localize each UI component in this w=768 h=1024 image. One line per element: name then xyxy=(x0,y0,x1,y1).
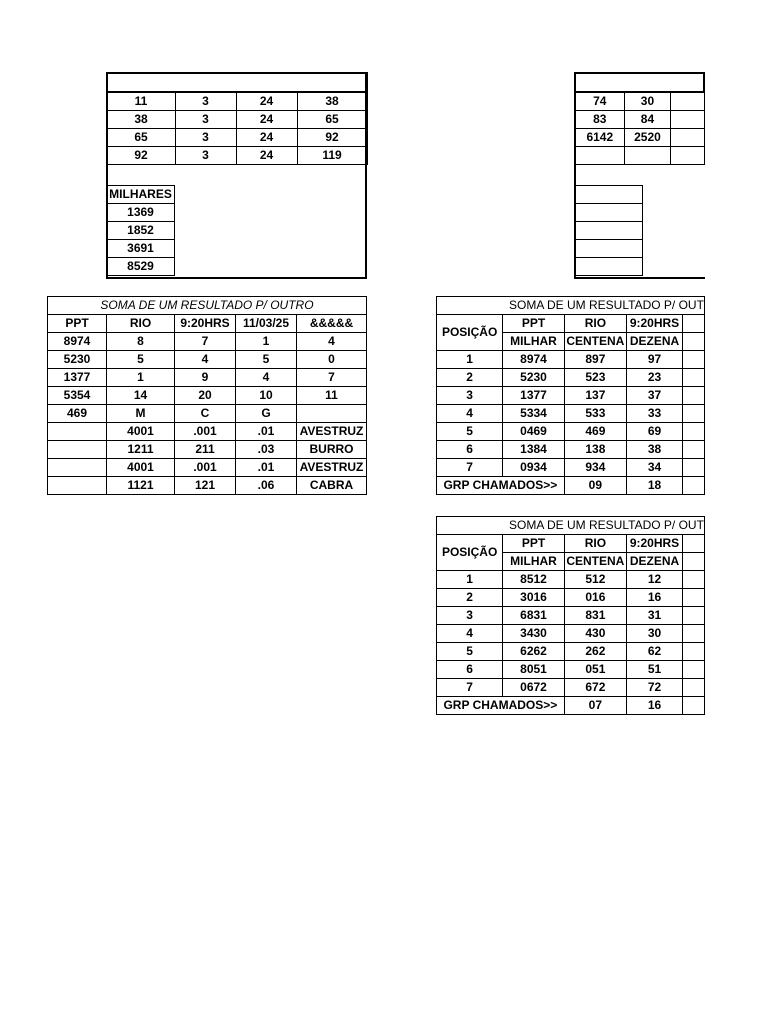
table-row xyxy=(437,571,705,589)
soma-left-title: SOMA DE UM RESULTADO P/ OUTRO xyxy=(48,297,367,315)
cell: 533 xyxy=(564,405,626,423)
empty-cell xyxy=(683,607,705,625)
cell: .01 xyxy=(236,423,297,441)
cell: 97 xyxy=(626,351,682,369)
cell: 4 xyxy=(175,351,236,369)
cell: BURRO xyxy=(297,441,367,459)
footer-value: 07 xyxy=(564,697,626,715)
column-header: 9:20HRS xyxy=(626,315,682,333)
column-header: CENTENA xyxy=(564,553,626,571)
cell: 5354 xyxy=(48,387,107,405)
cell: 30 xyxy=(625,92,671,111)
cell: 1 xyxy=(107,369,175,387)
table-row xyxy=(575,129,704,147)
cell: 1 xyxy=(236,333,297,351)
cell: 20 xyxy=(175,387,236,405)
table-row xyxy=(48,351,367,369)
cell: 6142 xyxy=(575,129,625,147)
cell: 0672 xyxy=(503,679,564,697)
cell xyxy=(297,405,367,423)
empty-cell xyxy=(683,589,705,607)
cell: 523 xyxy=(564,369,626,387)
milhar-cell: 3691 xyxy=(107,240,175,258)
cell: 3 xyxy=(175,147,236,165)
top-right-clip xyxy=(574,72,705,280)
cell: C xyxy=(175,405,236,423)
column-header: DEZENA xyxy=(626,553,682,571)
cell: 831 xyxy=(564,607,626,625)
table-row xyxy=(437,351,705,369)
cell: 8051 xyxy=(503,661,564,679)
column-header: MILHAR xyxy=(503,553,564,571)
table-row xyxy=(48,477,367,495)
footer-value: 18 xyxy=(626,477,682,495)
soma-right-1-table xyxy=(436,296,705,495)
top-right-empty-list xyxy=(574,185,643,276)
cell: 469 xyxy=(564,423,626,441)
table-row xyxy=(107,147,367,165)
table-row xyxy=(437,607,705,625)
cell: 65 xyxy=(107,129,175,147)
cell: 72 xyxy=(626,679,682,697)
cell: 6 xyxy=(437,441,503,459)
table-row xyxy=(48,441,367,459)
footer-row xyxy=(437,697,705,715)
cell: 37 xyxy=(626,387,682,405)
cell: G xyxy=(236,405,297,423)
cell: 30 xyxy=(626,625,682,643)
table-row xyxy=(437,423,705,441)
cell: 38 xyxy=(107,111,175,129)
footer-value: 09 xyxy=(564,477,626,495)
column-header: DEZENA xyxy=(626,333,682,351)
empty-cell xyxy=(683,351,705,369)
column-header: CENTENA xyxy=(564,333,626,351)
milhar-cell: 8529 xyxy=(107,258,175,276)
posicao-header: POSIÇÃO xyxy=(437,535,503,571)
cell: 0469 xyxy=(503,423,564,441)
column-header: 9:20HRS xyxy=(175,315,236,333)
posicao-header: POSIÇÃO xyxy=(437,315,503,351)
cell: 4 xyxy=(437,625,503,643)
cell: 3016 xyxy=(503,589,564,607)
cell: 430 xyxy=(564,625,626,643)
milhar-cell: 1369 xyxy=(107,204,175,222)
column-header: RIO xyxy=(564,315,626,333)
milhares-table xyxy=(106,185,175,276)
cell: 1121 xyxy=(107,477,175,495)
soma-right-1-title: SOMA DE UM RESULTADO P/ OUT xyxy=(437,297,705,315)
cell: 5 xyxy=(107,351,175,369)
cell: 1377 xyxy=(48,369,107,387)
cell: 1 xyxy=(437,351,503,369)
cell: 62 xyxy=(626,643,682,661)
grp-chamados-label: GRP CHAMADOS>> xyxy=(437,477,565,495)
table-row xyxy=(437,661,705,679)
table-row xyxy=(107,111,367,129)
empty-cell xyxy=(683,679,705,697)
table-row xyxy=(575,111,704,129)
cell: 5230 xyxy=(48,351,107,369)
grp-chamados-label: GRP CHAMADOS>> xyxy=(437,697,565,715)
cell: 9 xyxy=(175,369,236,387)
milhares-list xyxy=(106,185,175,276)
cell: 8 xyxy=(107,333,175,351)
cell: 897 xyxy=(564,351,626,369)
table-row xyxy=(48,459,367,477)
header-row xyxy=(437,535,705,553)
empty-cell xyxy=(683,643,705,661)
cell: 1377 xyxy=(503,387,564,405)
cell: 92 xyxy=(297,129,367,147)
cell: 8974 xyxy=(503,351,564,369)
cell: 5 xyxy=(437,423,503,441)
cell: 6831 xyxy=(503,607,564,625)
top-right-table xyxy=(574,72,705,165)
soma-left xyxy=(47,296,367,495)
cell: 1211 xyxy=(107,441,175,459)
cell: 84 xyxy=(625,111,671,129)
column-header: 11/03/25 xyxy=(236,315,297,333)
cell: 34 xyxy=(626,459,682,477)
empty-cell xyxy=(683,571,705,589)
header-row xyxy=(437,315,705,333)
cell: 1 xyxy=(437,571,503,589)
empty-cell xyxy=(683,661,705,679)
column-header: PPT xyxy=(48,315,107,333)
cell: 11 xyxy=(297,387,367,405)
cell: 12 xyxy=(626,571,682,589)
cell: 31 xyxy=(626,607,682,625)
column-header: 9:20HRS xyxy=(626,535,682,553)
cell: 69 xyxy=(626,423,682,441)
cell: 7 xyxy=(437,679,503,697)
cell: 016 xyxy=(564,589,626,607)
table-row xyxy=(48,405,367,423)
cell: 119 xyxy=(297,147,367,165)
cell: 33 xyxy=(626,405,682,423)
cell: CABRA xyxy=(297,477,367,495)
cell: 0 xyxy=(297,351,367,369)
empty-cell xyxy=(683,459,705,477)
table-row xyxy=(437,643,705,661)
footer-value: 16 xyxy=(626,697,682,715)
soma-right-2-title: SOMA DE UM RESULTADO P/ OUT xyxy=(437,517,705,535)
column-header: PPT xyxy=(503,535,564,553)
cell: 23 xyxy=(626,369,682,387)
table-row xyxy=(48,423,367,441)
soma-left-table xyxy=(47,296,367,495)
cell: 5 xyxy=(236,351,297,369)
cell: AVESTRUZ xyxy=(297,459,367,477)
cell: .001 xyxy=(175,423,236,441)
table-row xyxy=(437,625,705,643)
empty-cell xyxy=(683,423,705,441)
cell: 4001 xyxy=(107,459,175,477)
milhares-label: MILHARES xyxy=(107,186,175,204)
blank-header-row xyxy=(107,73,367,92)
cell: 4001 xyxy=(107,423,175,441)
table-row xyxy=(48,369,367,387)
cell: .001 xyxy=(175,459,236,477)
empty-cell xyxy=(683,441,705,459)
cell: 3 xyxy=(175,111,236,129)
cell: 74 xyxy=(575,92,625,111)
cell: .06 xyxy=(236,477,297,495)
cell: 51 xyxy=(626,661,682,679)
column-header: MILHAR xyxy=(503,333,564,351)
cell: 2 xyxy=(437,589,503,607)
empty-cell xyxy=(683,405,705,423)
cell xyxy=(48,477,107,495)
cell: 469 xyxy=(48,405,107,423)
cell: M xyxy=(107,405,175,423)
soma-right-2 xyxy=(436,516,705,720)
cell xyxy=(48,459,107,477)
cell: 24 xyxy=(236,111,297,129)
column-header: &&&&& xyxy=(297,315,367,333)
top-left-table xyxy=(106,72,368,165)
table-row xyxy=(437,387,705,405)
column-header: RIO xyxy=(107,315,175,333)
cell: .01 xyxy=(236,459,297,477)
header-row xyxy=(48,315,367,333)
table-row xyxy=(437,679,705,697)
cell: 262 xyxy=(564,643,626,661)
empty-cell xyxy=(683,369,705,387)
cell: 3430 xyxy=(503,625,564,643)
table-row xyxy=(575,147,704,165)
table-row xyxy=(107,129,367,147)
cell: 10 xyxy=(236,387,297,405)
cell: 672 xyxy=(564,679,626,697)
soma-right-1 xyxy=(436,296,705,500)
cell: 1384 xyxy=(503,441,564,459)
cell: 5 xyxy=(437,643,503,661)
cell: 3 xyxy=(437,607,503,625)
milhar-cell: 1852 xyxy=(107,222,175,240)
cell: 65 xyxy=(297,111,367,129)
table-row xyxy=(437,441,705,459)
cell: 137 xyxy=(564,387,626,405)
cell: 92 xyxy=(107,147,175,165)
cell: 8974 xyxy=(48,333,107,351)
cell: .03 xyxy=(236,441,297,459)
table-row xyxy=(437,369,705,387)
top-left-grid xyxy=(106,72,368,165)
cell: 83 xyxy=(575,111,625,129)
cell: 8512 xyxy=(503,571,564,589)
cell xyxy=(48,441,107,459)
column-header: PPT xyxy=(503,315,564,333)
table-row xyxy=(437,589,705,607)
cell xyxy=(48,423,107,441)
cell: 24 xyxy=(236,92,297,111)
cell: 24 xyxy=(236,129,297,147)
cell: 5334 xyxy=(503,405,564,423)
table-row xyxy=(575,92,704,111)
soma-right-2-table xyxy=(436,516,705,715)
cell: 7 xyxy=(175,333,236,351)
cell: 4 xyxy=(297,333,367,351)
table-row xyxy=(48,333,367,351)
cell: 121 xyxy=(175,477,236,495)
empty-cell xyxy=(683,625,705,643)
cell: 38 xyxy=(626,441,682,459)
cell: 7 xyxy=(437,459,503,477)
cell: 4 xyxy=(437,405,503,423)
cell: 0934 xyxy=(503,459,564,477)
cell: 051 xyxy=(564,661,626,679)
cell: 16 xyxy=(626,589,682,607)
table-row xyxy=(437,459,705,477)
cell: 934 xyxy=(564,459,626,477)
cell: 3 xyxy=(175,129,236,147)
cell: 7 xyxy=(297,369,367,387)
table-row xyxy=(107,92,367,111)
cell: 14 xyxy=(107,387,175,405)
cell: 2520 xyxy=(625,129,671,147)
cell: 24 xyxy=(236,147,297,165)
cell: 2 xyxy=(437,369,503,387)
cell: 6262 xyxy=(503,643,564,661)
cell: 138 xyxy=(564,441,626,459)
footer-row xyxy=(437,477,705,495)
cell: 5230 xyxy=(503,369,564,387)
cell: 512 xyxy=(564,571,626,589)
cell: 3 xyxy=(175,92,236,111)
cell: AVESTRUZ xyxy=(297,423,367,441)
table-row xyxy=(48,387,367,405)
cell: 6 xyxy=(437,661,503,679)
cell: 4 xyxy=(236,369,297,387)
cell: 11 xyxy=(107,92,175,111)
column-header: RIO xyxy=(564,535,626,553)
table-row xyxy=(437,405,705,423)
cell: 3 xyxy=(437,387,503,405)
cell: 38 xyxy=(297,92,367,111)
empty-cell xyxy=(683,387,705,405)
cell: 211 xyxy=(175,441,236,459)
